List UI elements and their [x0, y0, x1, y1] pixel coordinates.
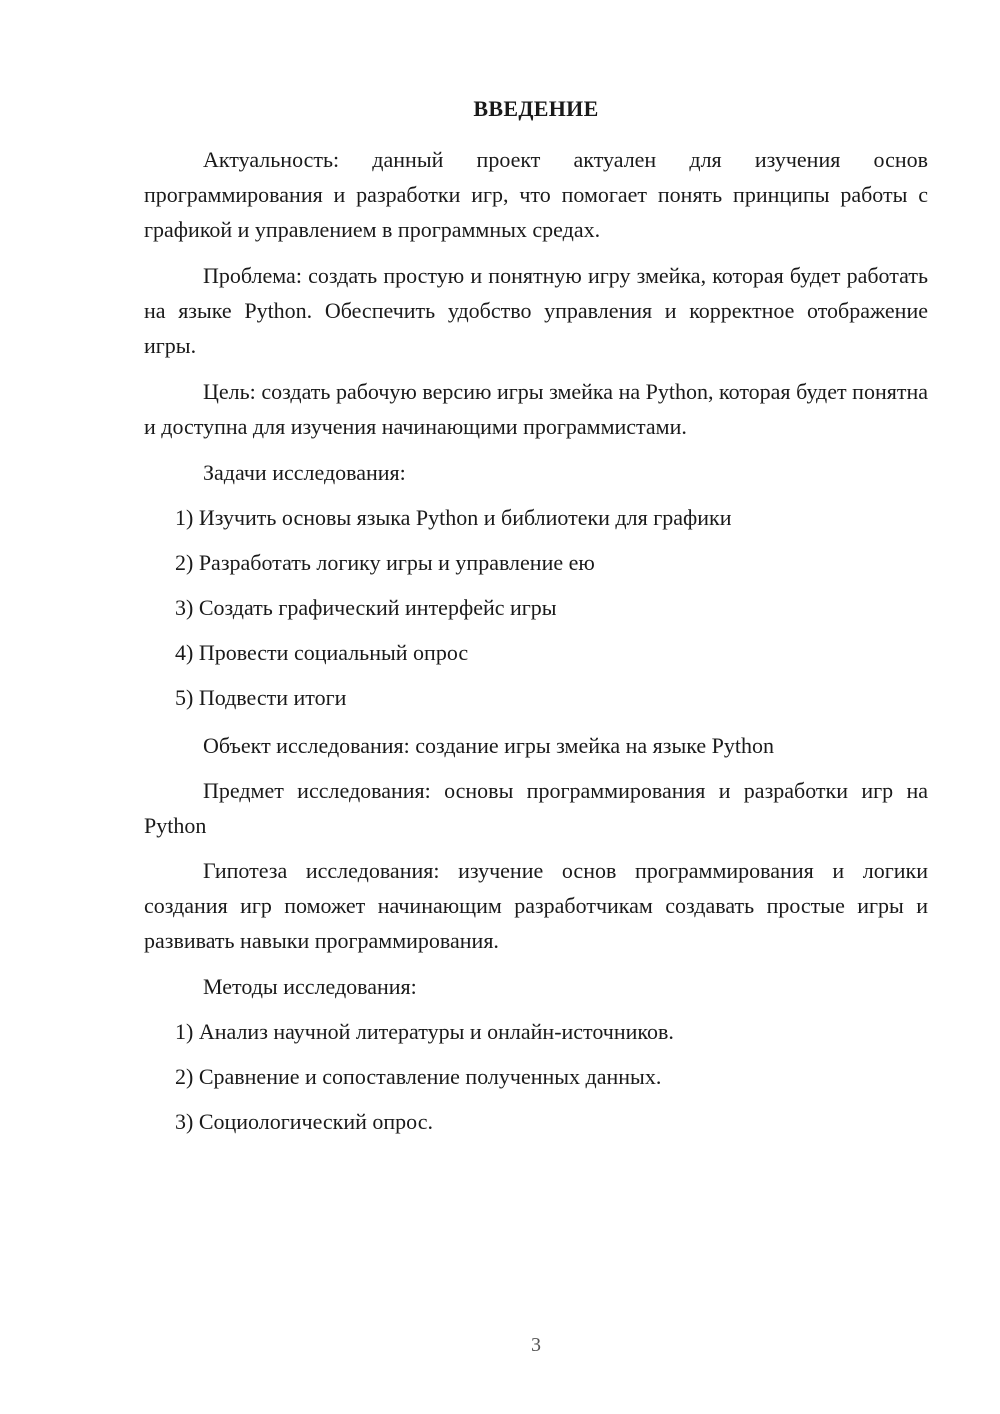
task-item-2: 2) Разработать логику игры и управление ею	[175, 550, 595, 575]
task-item-5: 5) Подвести итоги	[175, 685, 347, 710]
task-item-4: 4) Провести социальный опрос	[175, 640, 469, 665]
subject-paragraph: Предмет исследования: основы программирования и разработки игр на Python	[144, 778, 928, 838]
method-item-3: 3) Социологический опрос.	[175, 1109, 433, 1134]
method-item-1: 1) Анализ научной литературы и онлайн-источников.	[175, 1019, 674, 1044]
task-item-3: 3) Создать графический интерфейс игры	[175, 595, 557, 620]
relevance-paragraph: Актуальность: данный проект актуален для изучения основ программирования и разработки игр, что помогает понять принципы работы с графикой и управлением в программных средах.	[144, 147, 928, 242]
method-item-2: 2) Сравнение и сопоставление полученных данных.	[175, 1064, 662, 1089]
problem-paragraph: Проблема: создать простую и понятную игру змейка, которая будет работать на языке Python. Обеспечить удобство управления и корректное отображение игры.	[144, 263, 928, 358]
page-number: 3	[531, 1334, 541, 1356]
methods-heading: Методы исследования:	[203, 974, 417, 999]
goal-paragraph: Цель: создать рабочую версию игры змейка на Python, которая будет понятна и доступна для изучения начинающими программистами.	[144, 379, 928, 439]
section-title: ВВЕДЕНИЕ	[473, 96, 599, 121]
hypothesis-paragraph: Гипотеза исследования: изучение основ программирования и логики создания игр поможет начинающим разработчикам создавать простые игры и развивать навыки программирования.	[144, 858, 928, 953]
object-paragraph: Объект исследования: создание игры змейка на языке Python	[203, 733, 775, 758]
task-item-1: 1) Изучить основы языка Python и библиотеки для графики	[175, 505, 732, 530]
tasks-heading: Задачи исследования:	[203, 460, 406, 485]
